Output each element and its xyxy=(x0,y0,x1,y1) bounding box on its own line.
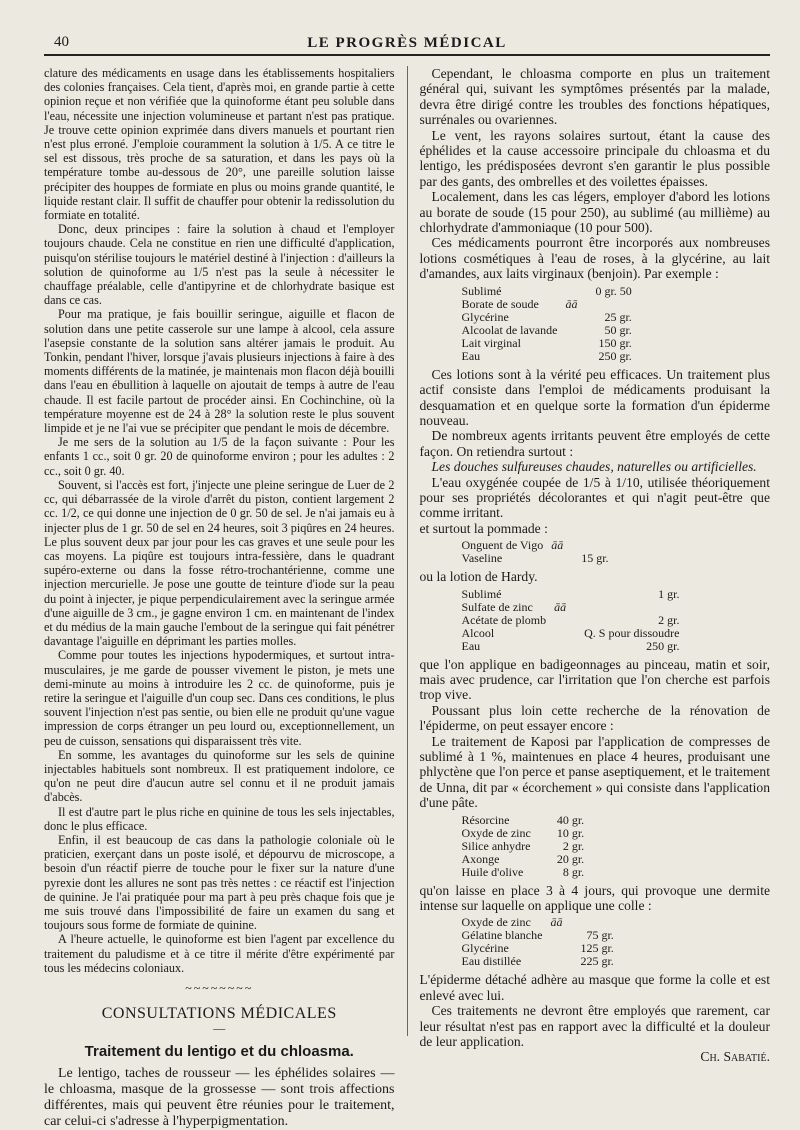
paragraph: et surtout la pommade : xyxy=(419,520,548,536)
prescription-table xyxy=(460,539,611,565)
columns xyxy=(44,66,770,1129)
page-number: 40 xyxy=(54,34,69,50)
paragraph: Ces traitements ne devront être employés que rarement, car leur résultat n'est pas en rapport avec la difficulté et la douleur de leur application. xyxy=(419,1003,770,1050)
prescription-row: Alcool Q. S pour dissoudre xyxy=(461,625,680,640)
paragraph: Comme pour toutes les injections hypodermiques, et surtout intra-musculaires, je me garde de pousser vivement le piston, je mets une demi-minute au moins à introduire les 2 cc. de quinoforme, puis je retire la seringue et l'aiguille d'un coup sec. Dans ces conditions, le plus souvent l'injection n'est pas sentie, ou bien elle ne produit qu'une vague impression de corps étranger un peu lourd ou, exceptionnellement, un peu de cuisson, sensations qui disparaissent très vite. xyxy=(44,648,395,748)
paragraph: Ces médicaments pourront être incorporés aux nombreuses lotions cosmétiques à l'eau de roses, à la glycérine, au lait d'amandes, aux laits virginaux (benjoin). Par exemple : xyxy=(419,235,770,282)
prescription-row: Acétate de plomb 2 gr. xyxy=(461,612,680,627)
paragraph: clature des médicaments en usage dans les établissements hospitaliers des colonies françaises. Cela tient, d'après moi, en grande partie à cette opinion reçue et non vérifiée que la quinoforme étant peu soluble dans l'eau, nécessite une injection volumineuse et partant n'est pas pratique. Je trouve cette opinion exprimée dans divers manuels et pourtant rien n'est plus erroné. J'emploie couramment la solution à 1/5. A ce titre le sel est dissous, très proche de sa saturation, et dans les pays où la température tombe au-dessous de 20°, une pareille solution laisse précipiter des houppes de formiate en plus ou moins grande quantité, le liquide restant clair. Il suffit de chauffer pour obtenir la redissolution du formiate en totalité. xyxy=(44,66,395,223)
paragraph: que l'on applique en badigeonnages au pinceau, matin et soir, mais avec prudence, car l'irritation que l'on cherche est parfois trop vive. xyxy=(419,656,770,703)
running-title: LE PROGRÈS MÉDICAL xyxy=(307,35,507,51)
paragraph: Pour ma pratique, je fais bouillir seringue, aiguille et flacon de solution dans une petite casserole sur une lampe à alcool, cela assure l'asepsie constante de la solution sans altérer jamais le produit. Au Tonkin, pendant l'hiver, lorsque j'avais plusieurs injections à faire à des moments différents de la matinée, je maintenais mon flacon déjà bouilli dans l'eau en ébullition à laquelle on ajoutait de temps à autre de l'eau chaude. Il est facile partout de procéder ainsi. En Cochinchine, où la température moyenne est de 24 à 28° la solution reste le plus souvent limpide et je ne l'ai vue se précipiter que pendant le mois de décembre. xyxy=(44,307,395,436)
paragraph: A l'heure actuelle, le quinoforme est bien l'agent par excellence du traitement du paludisme et à ce titre il mérite d'être expérimenté par tous les médecins coloniaux. xyxy=(44,932,395,975)
paragraph: Le traitement de Kaposi par l'application de compresses de sublimé à 1 %, maintenues en place 4 heures, produisant une phlyctène que l'on perce et panse aseptiquement, et le traitement de Unna, dit par « écorchement » qui consiste dans l'application d'une pâte. xyxy=(419,733,770,811)
prescription-row: Vaseline 15 gr. xyxy=(461,551,609,566)
prescription-table xyxy=(460,916,616,968)
prescription-row: Onguent de Vigo āā xyxy=(461,538,564,553)
paragraph: L'épiderme détaché adhère au masque que forme la colle et est enlevé avec lui. xyxy=(419,972,770,1003)
author-signature: Ch. Sabatié. xyxy=(700,1049,770,1065)
paragraph: qu'on laisse en place 3 à 4 jours, qui provoque une dermite intense sur laquelle on applique une colle : xyxy=(419,882,770,914)
paragraph: En somme, les avantages du quinoforme sur les sels de quinine injectables habituels sont nombreux. Il est pratiquement indolore, ce qu'on ne peut dire d'aucun autre sel connu et il ne produit jamais d'abcès. xyxy=(44,747,395,805)
paragraph: Les douches sulfureuses chaudes, naturelles ou artificielles. xyxy=(431,459,757,475)
prescription-row: Gélatine blanche 75 gr. xyxy=(461,928,614,943)
prescription-row: Eau distillée 225 gr. xyxy=(461,954,614,969)
paragraph: Le vent, les rayons solaires surtout, étant la cause des éphélides et la cause accessoire principale du chloasma et du lentigo, les prédisposées devront s'en garantir le plus possible par des gants, des ombrelles et des voilettes épaisses. xyxy=(419,127,770,189)
prescription-row: Résorcine 40 gr. xyxy=(461,812,585,827)
paragraph: Enfin, il est beaucoup de cas dans la pathologie coloniale où le praticien, exerçant dans un poste isolé, et dépourvu de microscope, a besoin d'un réactif pierre de touche pour le fixer sur la nature d'une pyrexie dont les allures ne sont pas très nettes : ce réactif est l'injection de quinine. Je l'ai pratiquée pour ma part à peu près chaque fois que je me suis trouvé dans l'impossibilité de faire un examen du sang et toujours sous forme de formiate de quinine. xyxy=(44,832,395,933)
prescription-row: Silice anhydre 2 gr. xyxy=(461,838,585,853)
left-column xyxy=(44,66,407,1129)
prescription-row: Glycérine 25 gr. xyxy=(461,309,632,324)
prescription-row: Sublimé 1 gr. xyxy=(461,586,680,601)
prescription-row: Oxyde de zinc 10 gr. xyxy=(461,825,585,840)
paragraph: Je me sers de la solution au 1/5 de la façon suivante : Pour les enfants 1 cc., soit 0 gr. 20 de quinoforme environ ; pour les adultes : 2 cc., soit 0 gr. 40. xyxy=(44,435,395,478)
paragraph: Le lentigo, taches de rousseur — les éphélides solaires — le chloasma, masque de la grossesse — sont trois affections différentes, mais qui peuvent être réunies pour le traitement, car celui-ci s'adresse à l'hyperpigmentation. xyxy=(44,1065,395,1129)
section-title: CONSULTATIONS MÉDICALES xyxy=(101,1005,337,1023)
section-dash: — xyxy=(213,1021,226,1036)
prescription-row: Borate de soude āā xyxy=(461,296,578,311)
prescription-row: Lait virginal 150 gr. xyxy=(461,335,632,350)
right-column xyxy=(407,66,771,1065)
paragraph: Localement, dans les cas légers, employer d'abord les lotions au borate de soude (15 pour 250), au sublimé (au millième) au chlorhydrate d'ammoniaque (10 pour 500). xyxy=(419,189,770,236)
prescription-row: Oxyde de zinc āā xyxy=(461,915,563,930)
paragraph: Ces lotions sont à la vérité peu efficaces. Un traitement plus actif consiste dans l'emploi de médicaments produisant la desquamation et en quelque sorte la formation d'un épiderme nouveau. xyxy=(419,366,770,428)
prescription-table xyxy=(460,814,587,879)
paragraph: Donc, deux principes : faire la solution à chaud et l'employer toujours chaude. Cela ne constitue en rien une difficulté d'application, puisqu'on stérilise toujours le matériel destiné à l'injection : d'ailleurs la solution de quinoforme au 1/5 n'est pas la seule à nécessiter le chauffage préalable, celle d'antipyrine et de chlorhydrate basique est dans ce cas. xyxy=(44,222,395,308)
paragraph: Poussant plus loin cette recherche de la rénovation de l'épiderme, on peut essayer encore : xyxy=(419,702,770,734)
paragraph: Cependant, le chloasma comporte en plus un traitement général qui, suivant les symptômes présentés par la malade, devra être dirigé contre les troubles des fonctions hépatiques, surrénales ou ovariennes. xyxy=(419,66,770,128)
prescription-row: Eau 250 gr. xyxy=(461,348,632,363)
prescription-table xyxy=(460,588,682,653)
paragraph: Souvent, si l'accès est fort, j'injecte une pleine seringue de Luer de 2 cc, qui débarrassée de la virole d'arrêt du piston, contient largement 2 cc. 1/2, ce qui donne une injection de 0 gr. 50 de sel. Je n'ai jamais eu à injecter plus de 1 gr. 50 de sel en 24 heures, soit 3 piqûres en 24 heures. Le plus souvent deux par jour pour les cas graves et une seule pour les cas moyens. La piqûre est toujours intra-fessière, dans le quadrant supéro-externe ou dans la fosse rétro-trochantérienne, comme une injection mercurielle. Je pose une goutte de teinture d'iode sur la peau du point à injecter, je pique perpendiculairement avec la seringue armée d'une aiguille de 3 cm., je gagne environ 1 cm. en maintenant de l'index et du médius de la main gauche l'embout de la seringue qui fait pénétrer davantage l'aiguille en déprimant les parties molles. xyxy=(44,477,395,649)
paragraph: Il est d'autre part le plus riche en quinine de tous les sels injectables, donc le plus efficace. xyxy=(44,804,395,833)
prescription-row: Eau 250 gr. xyxy=(461,638,680,653)
page-header xyxy=(44,28,770,56)
prescription-row: Sublimé 0 gr. 50 xyxy=(461,283,632,298)
prescription-row: Axonge 20 gr. xyxy=(461,851,585,866)
prescription-row: Huile d'olive 8 gr. xyxy=(461,864,585,879)
prescription-row: Sulfate de zinc āā xyxy=(461,599,567,614)
paragraph: L'eau oxygénée coupée de 1/5 à 1/10, utilisée théoriquement pour ses propriétés décolorantes et qui n'agit peut-être que comme irritant. xyxy=(419,474,770,521)
prescription-row: Glycérine 125 gr. xyxy=(461,941,614,956)
article-subtitle: Traitement du lentigo et du chloasma. xyxy=(84,1043,354,1061)
ornament: ~~~~~~~~ xyxy=(185,981,254,995)
paragraph: De nombreux agents irritants peuvent être employés de cette façon. On retiendra surtout : xyxy=(419,428,770,459)
paragraph: ou la lotion de Hardy. xyxy=(419,569,538,585)
prescription-row: Alcoolat de lavande 50 gr. xyxy=(461,322,632,337)
prescription-table xyxy=(460,285,634,363)
